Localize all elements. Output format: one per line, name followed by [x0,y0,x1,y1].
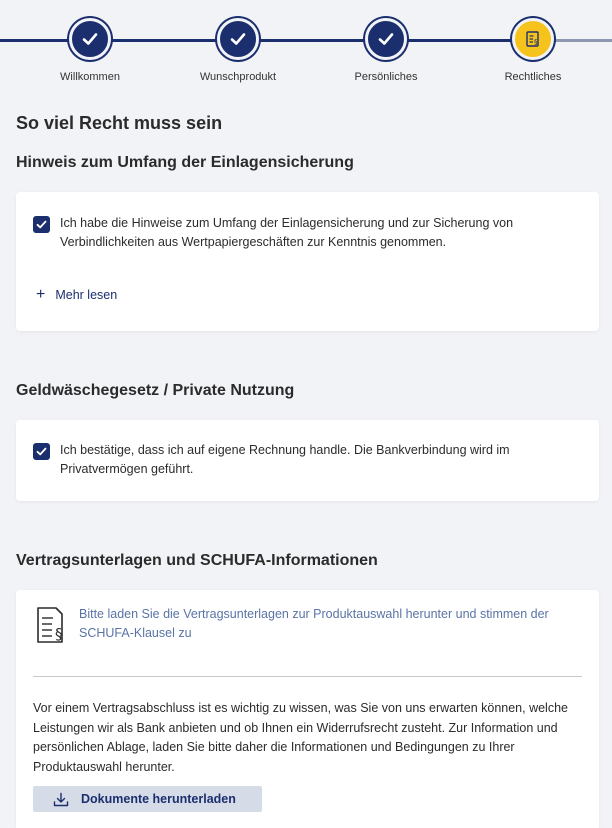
card-geldwaeschegesetz [16,420,599,501]
step-label: Willkommen [60,71,120,83]
section-title-vertragsunterlagen: Vertragsunterlagen und SCHUFA-Informationen [16,552,378,569]
plus-icon: + [36,286,46,303]
checkbox-geldwaesche[interactable] [33,443,50,460]
document-paragraph-icon [512,18,554,60]
vertragsunterlagen-hint: Bitte laden Sie die Vertragsunterlagen zur Produktauswahl herunter und stimmen der SCHUFA-Klausel zu [79,607,549,640]
card-vertragsunterlagen [16,590,599,828]
download-button-label: Dokumente herunterladen [81,792,236,806]
check-icon [35,445,48,458]
step-wunschprodukt[interactable] [178,18,298,83]
checkbox-einlagensicherung[interactable] [33,216,50,233]
check-icon [365,18,407,60]
document-paragraph-icon [35,606,69,651]
mehr-lesen-label: Mehr lesen [55,288,118,302]
download-icon [53,792,69,807]
check-icon [217,18,259,60]
section-title-einlagensicherung: Hinweis zum Umfang der Einlagensicherung [16,154,354,171]
checkbox-label: Ich habe die Hinweise zum Umfang der Einlagensicherung und zur Sicherung von Verbindlichkeiten aus Wertpapiergeschäften zur Kenntnis genommen. [60,216,514,249]
svg-text:§: § [534,38,538,46]
section-title-geldwaeschegesetz: Geldwäschegesetz / Private Nutzung [16,382,295,399]
dokumente-herunterladen-button[interactable] [33,786,262,812]
check-icon [69,18,111,60]
mehr-lesen-link[interactable] [36,288,117,302]
check-icon [35,218,48,231]
step-label: Wunschprodukt [199,71,277,83]
step-label: Rechtliches [504,71,562,83]
vertragsunterlagen-text: Vor einem Vertragsabschluss ist es wichtig zu wissen, was Sie von uns erwarten können, welche Leistungen wir als Bank anbieten und ob Ihnen ein Widerrufsrecht zusteht. Zur Information und persönlichen Ablage, laden Sie bitte daher die Informationen und Bedingungen zu Ihrer Produktauswahl herunter. [33,701,568,774]
svg-text:§: § [55,625,63,643]
progress-stepper [0,0,612,96]
card-einlagensicherung [16,192,599,331]
step-willkommen[interactable] [30,18,150,83]
step-rechtliches [473,18,593,83]
step-persoenliches[interactable] [326,18,446,83]
checkbox-geldwaesche-row[interactable] [33,441,580,479]
divider [33,676,582,677]
page-title: So viel Recht muss sein [16,113,223,133]
checkbox-label: Ich bestätige, dass ich auf eigene Rechnung handle. Die Bankverbindung wird im Privatvermögen geführt. [60,443,510,476]
step-label: Persönliches [354,71,418,83]
checkbox-einlagensicherung-row[interactable] [33,214,580,252]
